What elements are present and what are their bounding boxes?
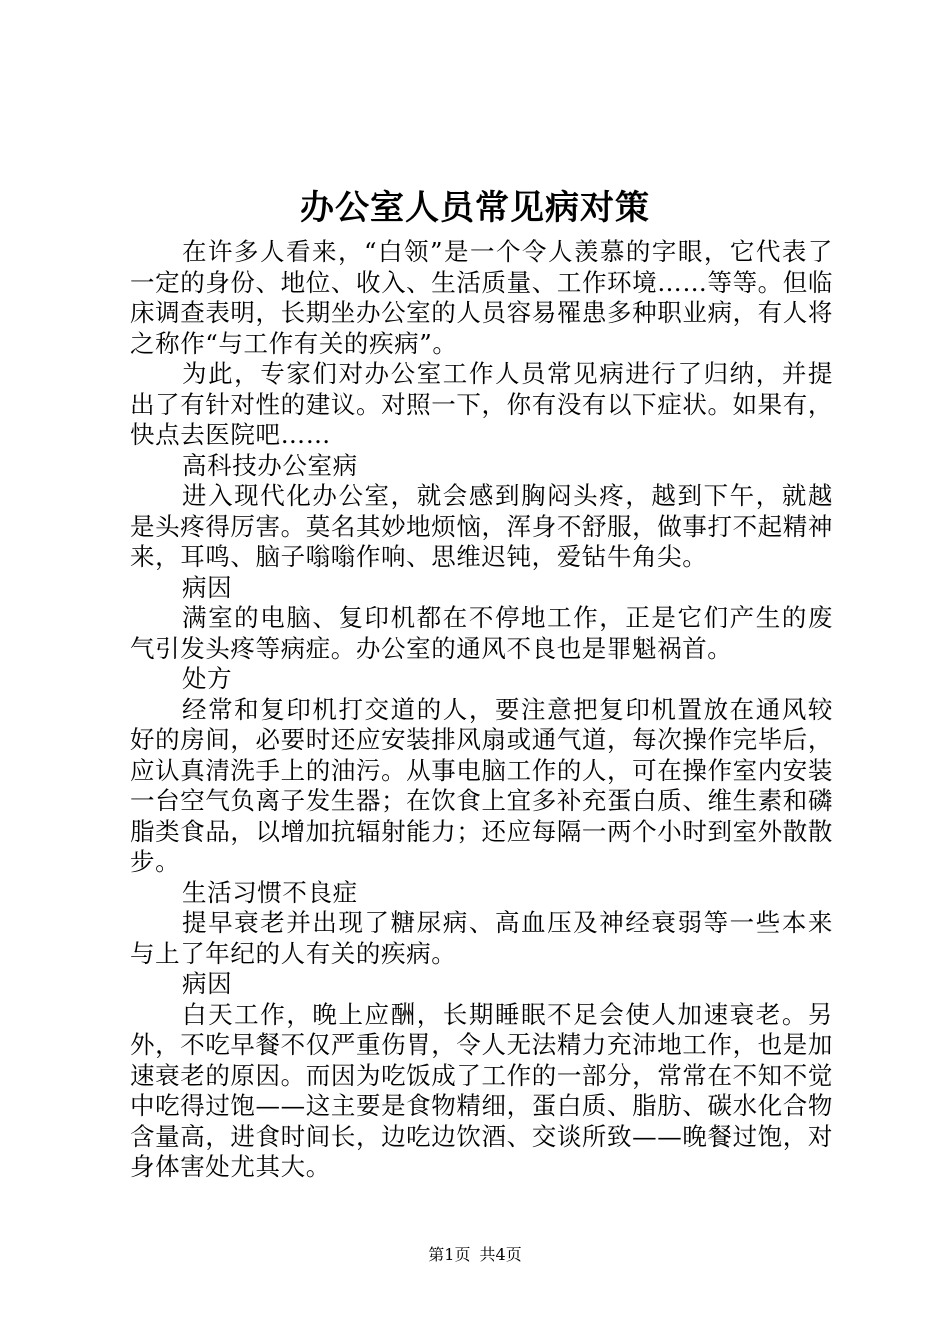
section-heading: 处方	[182, 664, 233, 693]
section-heading: 生活习惯不良症	[182, 877, 358, 907]
document-title: 办公室人员常见病对策	[300, 188, 650, 228]
section-heading: 病因	[182, 572, 233, 602]
page-total: 共4页	[479, 1245, 522, 1264]
document-body	[130, 237, 833, 1183]
paragraph: 在许多人看来，“白领”是一个令人羡慕的字眼，它代表了一定的身份、地位、收入、生活质量、工作环境……等等。但临床调查表明，长期坐办公室的人员容易罹患多种职业病，有人将之称作“与工作有关的疾病”。	[130, 237, 833, 358]
page-footer	[0, 1244, 950, 1266]
paragraph: 提早衰老并出现了糖尿病、高血压及神经衰弱等一些本来与上了年纪的人有关的疾病。	[130, 908, 833, 968]
paragraph: 为此，专家们对办公室工作人员常见病进行了归纳，并提出了有针对性的建议。对照一下，你有没有以下症状。如果有，快点去医院吧……	[130, 359, 833, 449]
section-heading: 高科技办公室病	[182, 450, 358, 480]
paragraph: 经常和复印机打交道的人，要注意把复印机置放在通风较好的房间，必要时还应安装排风扇或通气道，每次操作完毕后，应认真清洗手上的油污。从事电脑工作的人，可在操作室内安装一台空气负离子发生器；在饮食上宜多补充蛋白质、维生素和磷脂类食品，以增加抗辐射能力；还应每隔一两个小时到室外散散步。	[130, 694, 833, 876]
section-heading: 病因	[182, 969, 233, 998]
paragraph: 白天工作，晚上应酬，长期睡眠不足会使人加速衰老。另外，不吃早餐不仅严重伤胃，令人无法精力充沛地工作，也是加速衰老的原因。而因为吃饭成了工作的一部分，常常在不知不觉中吃得过饱——这主要是食物精细，蛋白质、脂肪、碳水化合物含量高，进食时间长，边吃边饮酒、交谈所致——晚餐过饱，对身体害处尤其大。	[130, 999, 833, 1181]
paragraph: 进入现代化办公室，就会感到胸闷头疼，越到下午，就越是头疼得厉害。莫名其妙地烦恼，浑身不舒服，做事打不起精神来，耳鸣、脑子嗡嗡作响、思维迟钝，爱钻牛角尖。	[130, 481, 833, 571]
page-number: 第1页	[428, 1245, 471, 1264]
paragraph: 满室的电脑、复印机都在不停地工作，正是它们产生的废气引发头疼等病症。办公室的通风不良也是罪魁祸首。	[130, 603, 833, 663]
